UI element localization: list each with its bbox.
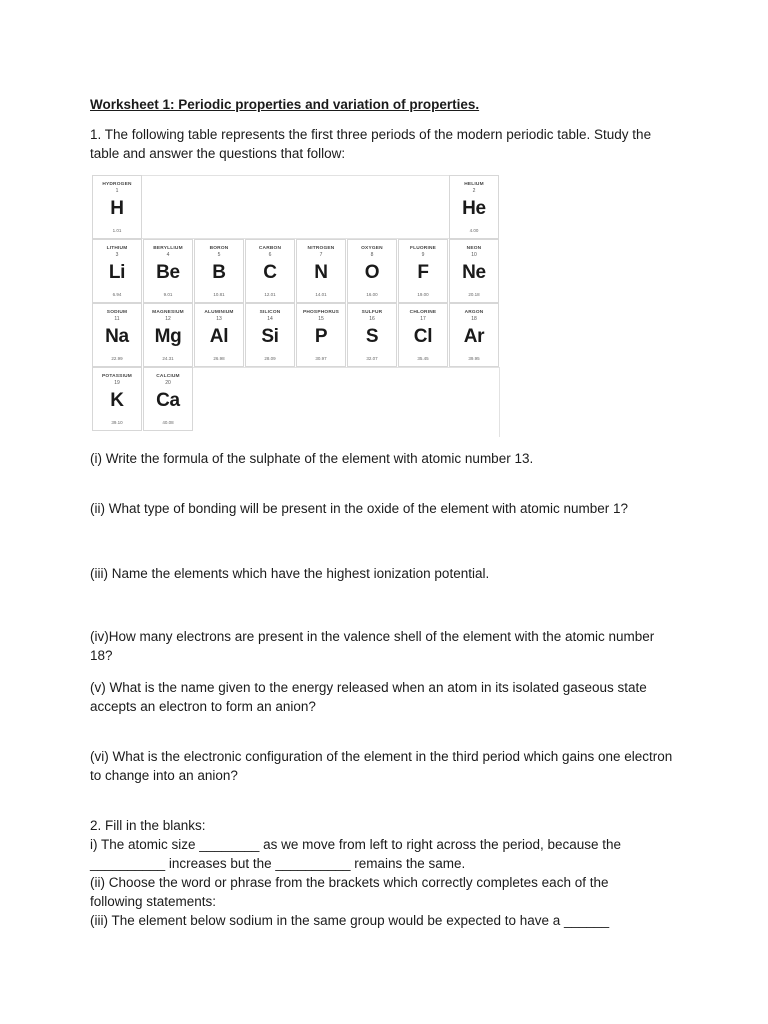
element-cell-p: [296, 303, 346, 367]
element-name: HYDROGEN: [102, 182, 132, 187]
period-4-empty-area: [192, 367, 500, 437]
element-symbol: S: [365, 326, 379, 347]
atomic-number: 16: [369, 316, 375, 322]
element-cell-be: [143, 239, 193, 303]
atomic-number: 17: [420, 316, 426, 322]
element-name: ARGON: [464, 310, 484, 315]
atomic-mass: 14.01: [315, 292, 327, 297]
atomic-number: 19: [114, 380, 120, 386]
atomic-mass: 4.00: [469, 228, 479, 233]
atomic-mass: 39.95: [468, 356, 480, 361]
period-1-gap: [142, 175, 450, 239]
atomic-number: 10: [471, 252, 477, 258]
element-symbol: Al: [209, 326, 229, 347]
atomic-mass: 32.07: [366, 356, 378, 361]
question-2-iii: (iii) The element below sodium in the same group would be expected to have a ______: [90, 913, 610, 928]
question-1-ii: (ii) What type of bonding will be present in the oxide of the element with atomic number 1?: [90, 501, 629, 516]
element-name: SILICON: [259, 310, 281, 315]
question-2-heading: 2. Fill in the blanks:: [90, 818, 206, 833]
element-cell-al: [194, 303, 244, 367]
atomic-mass: 26.98: [213, 356, 225, 361]
atomic-number: 3: [115, 252, 119, 258]
element-cell-s: [347, 303, 397, 367]
element-cell-h: [92, 175, 142, 239]
element-cell-li: [92, 239, 142, 303]
element-symbol: P: [314, 326, 328, 347]
element-name: OXYGEN: [361, 246, 383, 251]
element-name: HELIUM: [464, 182, 484, 187]
atomic-mass: 16.00: [366, 292, 378, 297]
element-symbol: He: [462, 198, 486, 219]
atomic-number: 4: [166, 252, 170, 258]
element-name: NITROGEN: [307, 246, 335, 251]
element-cell-ne: [449, 239, 499, 303]
atomic-number: 1: [115, 188, 119, 194]
atomic-mass: 19.00: [417, 292, 429, 297]
element-name: SULFUR: [361, 310, 383, 315]
element-name: MAGNESIUM: [152, 310, 184, 315]
element-symbol: Li: [108, 262, 126, 283]
atomic-mass: 6.94: [112, 292, 122, 297]
element-symbol: Si: [261, 326, 279, 347]
element-name: SODIUM: [106, 310, 128, 315]
element-cell-si: [245, 303, 295, 367]
element-symbol: Be: [156, 262, 180, 283]
element-name: NEON: [466, 246, 482, 251]
atomic-number: 13: [216, 316, 222, 322]
element-name: CALCIUM: [156, 374, 180, 379]
element-symbol: O: [364, 262, 380, 283]
question-1-v: (v) What is the name given to the energy released when an atom in its isolated gaseous state accepts an electron to form an anion?: [90, 680, 647, 714]
atomic-number: 12: [165, 316, 171, 322]
question-1-vi: (vi) What is the electronic configuration of the element in the third period which gains one electron to change into an anion?: [90, 749, 673, 783]
question-1-iii: (iii) Name the elements which have the highest ionization potential.: [90, 566, 490, 581]
atomic-mass: 12.01: [264, 292, 276, 297]
atomic-mass: 24.31: [162, 356, 174, 361]
element-cell-cl: [398, 303, 448, 367]
atomic-mass: 35.45: [417, 356, 429, 361]
element-symbol: Ne: [462, 262, 486, 283]
element-cell-n: [296, 239, 346, 303]
question-2-i: i) The atomic size ________ as we move from left to right across the period, because the __________ increases but the __________ remains the same.: [90, 837, 622, 871]
atomic-number: 20: [165, 380, 171, 386]
atomic-mass: 10.81: [213, 292, 225, 297]
atomic-mass: 20.18: [468, 292, 480, 297]
atomic-number: 6: [268, 252, 272, 258]
element-name: ALUMINIUM: [204, 310, 234, 315]
element-cell-b: [194, 239, 244, 303]
element-symbol: Mg: [154, 326, 182, 347]
element-cell-na: [92, 303, 142, 367]
element-cell-ca: [143, 367, 193, 431]
atomic-number: 15: [318, 316, 324, 322]
element-name: PHOSPHORUS: [302, 310, 340, 315]
atomic-mass: 30.97: [315, 356, 327, 361]
element-symbol: F: [417, 262, 429, 283]
element-symbol: H: [110, 198, 124, 219]
element-symbol: C: [263, 262, 277, 283]
element-name: LITHIUM: [106, 246, 128, 251]
element-symbol: Ar: [463, 326, 485, 347]
question-1-iv: (iv)How many electrons are present in the valence shell of the element with the atomic number 18?: [90, 629, 655, 663]
element-symbol: B: [212, 262, 226, 283]
atomic-number: 7: [319, 252, 323, 258]
element-name: BERYLLIUM: [153, 246, 183, 251]
element-name: BORON: [209, 246, 229, 251]
atomic-number: 14: [267, 316, 273, 322]
element-name: POTASSIUM: [102, 374, 132, 379]
atomic-number: 8: [370, 252, 374, 258]
element-cell-k: [92, 367, 142, 431]
question-1-i: (i) Write the formula of the sulphate of the element with atomic number 13.: [90, 451, 534, 466]
atomic-mass: 9.01: [163, 292, 173, 297]
atomic-number: 5: [217, 252, 221, 258]
question-2-ii: (ii) Choose the word or phrase from the brackets which correctly completes each of the following statements:: [90, 875, 609, 909]
element-symbol: Ca: [156, 390, 180, 411]
atomic-mass: 28.09: [264, 356, 276, 361]
element-symbol: K: [110, 390, 124, 411]
element-cell-ar: [449, 303, 499, 367]
atomic-number: 2: [472, 188, 476, 194]
element-name: CARBON: [258, 246, 282, 251]
element-cell-he: [449, 175, 499, 239]
element-cell-f: [398, 239, 448, 303]
element-symbol: N: [314, 262, 328, 283]
atomic-mass: 22.99: [111, 356, 123, 361]
element-symbol: Na: [105, 326, 129, 347]
atomic-number: 9: [421, 252, 425, 258]
worksheet-title: Worksheet 1: Periodic properties and variation of properties.: [90, 97, 480, 112]
atomic-mass: 40.08: [162, 420, 174, 425]
periodic-table-image: [92, 175, 500, 437]
atomic-mass: 39.10: [111, 420, 123, 425]
atomic-mass: 1.01: [112, 228, 122, 233]
atomic-number: 18: [471, 316, 477, 322]
element-name: CHLORINE: [409, 310, 437, 315]
element-cell-o: [347, 239, 397, 303]
question-1-intro: 1. The following table represents the first three periods of the modern periodic table. Study the table and answer the questions that follow:: [90, 127, 652, 161]
element-cell-c: [245, 239, 295, 303]
element-name: FLUORINE: [409, 246, 437, 251]
element-cell-mg: [143, 303, 193, 367]
element-symbol: Cl: [413, 326, 433, 347]
atomic-number: 11: [114, 316, 120, 322]
